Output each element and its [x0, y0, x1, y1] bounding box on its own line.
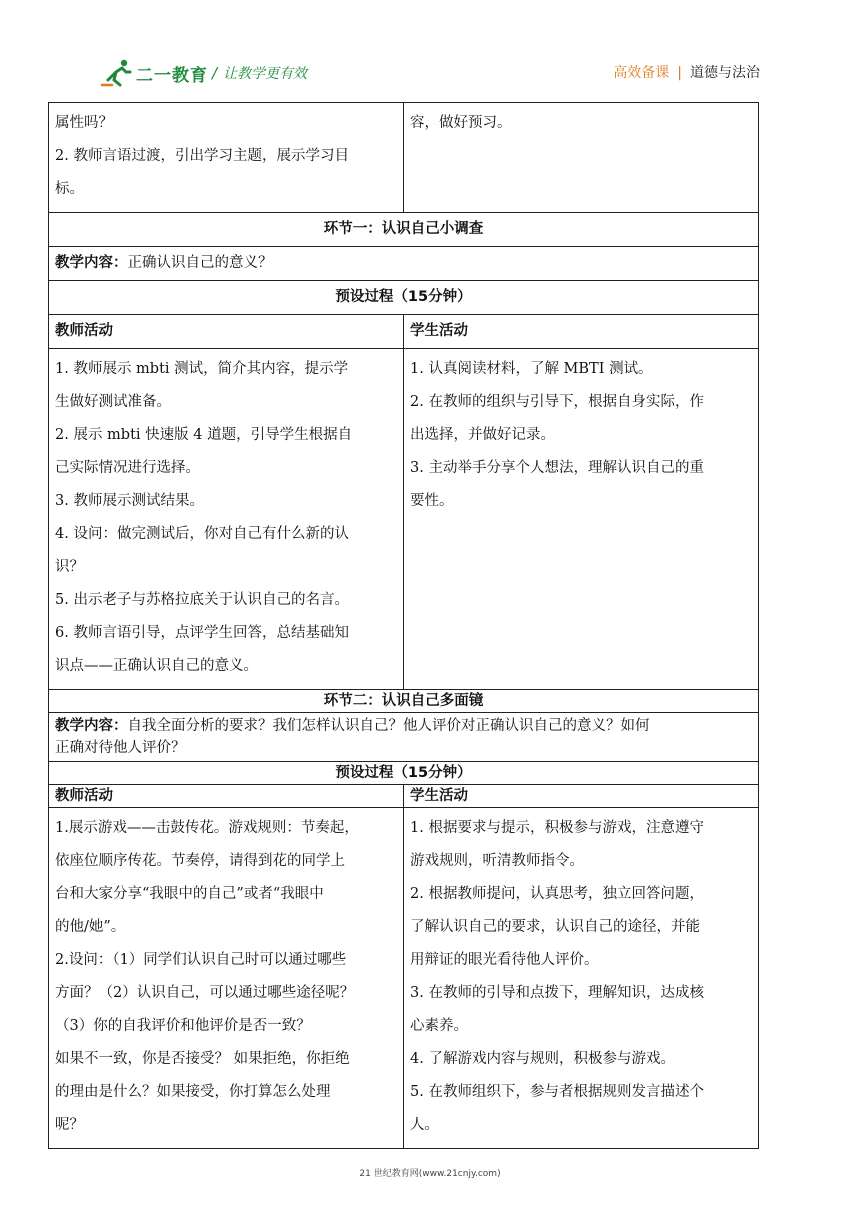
table-row — [49, 690, 759, 713]
section1-process: 预设过程（15分钟） — [49, 281, 759, 315]
section1-title: 环节一：认识自己小调查 — [49, 213, 759, 247]
section2-content — [49, 713, 759, 762]
text-line: 心素养。 — [410, 1018, 468, 1034]
text-line: 5. 在教师组织下，参与者根据规则发言描述个 — [410, 1084, 704, 1100]
text-line: 1.展示游戏——击鼓传花。游戏规则：节奏起， — [55, 820, 359, 836]
text-line: 5. 出示老子与苏格拉底关于认识自己的名言。 — [55, 592, 349, 608]
text-line: 1. 根据要求与提示，积极参与游戏，注意遵守 — [410, 820, 704, 836]
text-line: 1. 认真阅读材料，了解 MBTI 测试。 — [410, 361, 653, 377]
text-line: 识？ — [55, 559, 84, 575]
text-line: 容，做好预习。 — [410, 115, 512, 131]
student-activity-head: 学生活动 — [404, 785, 759, 808]
runner-logo-icon — [100, 58, 134, 88]
text-line: 生做好测试准备。 — [55, 394, 171, 410]
content-label: 教学内容： — [55, 718, 128, 734]
header-separator: | — [677, 65, 682, 81]
text-line: 游戏规则，听清教师指令。 — [410, 853, 584, 869]
logo-slash: / — [212, 64, 218, 82]
teacher-activity-head: 教师活动 — [49, 785, 404, 808]
section1-teacher-cell — [49, 349, 404, 690]
intro-teacher-cell — [49, 103, 404, 213]
content-text: 自我全面分析的要求？我们怎样认识自己？他人评价对正确认识自己的意义？如何 — [127, 718, 650, 734]
table-row — [49, 785, 759, 808]
section1-content — [49, 247, 759, 281]
text-line: 1. 教师展示 mbti 测试，简介其内容，提示学 — [55, 361, 349, 377]
section2-student-cell — [404, 808, 759, 1149]
teacher-activity-head: 教师活动 — [49, 315, 404, 349]
table-row — [49, 213, 759, 247]
table-row — [49, 103, 759, 213]
section2-title: 环节二：认识自己多面镜 — [49, 690, 759, 713]
header-subject — [613, 62, 760, 82]
content-text: 正确对待他人评价？ — [55, 740, 186, 756]
header-label: 高效备课 — [613, 65, 670, 81]
content-label: 教学内容： — [55, 255, 128, 271]
text-line: 属性吗？ — [55, 115, 113, 131]
logo-slogan: 让教学更有效 — [223, 66, 308, 82]
section1-student-cell — [404, 349, 759, 690]
text-line: 己实际情况进行选择。 — [55, 460, 200, 476]
table-row — [49, 808, 759, 1149]
text-line: 台和大家分享“我眼中的自己”或者“我眼中 — [55, 886, 324, 902]
text-line: 要性。 — [410, 493, 454, 509]
table-row — [49, 315, 759, 349]
lesson-plan-table — [48, 102, 759, 1149]
text-line: 出选择，并做好记录。 — [410, 427, 555, 443]
text-line: 了解认识自己的要求，认识自己的途径，并能 — [410, 919, 700, 935]
text-line: 4. 设问：做完测试后，你对自己有什么新的认 — [55, 526, 349, 542]
brand-logo[interactable] — [100, 58, 307, 88]
text-line: 2.设问：（1）同学们认识自己时可以通过哪些 — [55, 952, 347, 968]
text-line: 3. 在教师的引导和点拨下，理解知识，达成核 — [410, 985, 704, 1001]
table-row — [49, 247, 759, 281]
text-line: 2. 展示 mbti 快速版 4 道题，引导学生根据自 — [55, 427, 353, 443]
text-line: 方面？（2）认识自己，可以通过哪些途径呢？ — [55, 985, 355, 1001]
text-line: 4. 了解游戏内容与规则，积极参与游戏。 — [410, 1051, 675, 1067]
text-line: 依座位顺序传花。节奏停，请得到花的同学上 — [55, 853, 345, 869]
table-row — [49, 713, 759, 762]
text-line: 的他/她”。 — [55, 919, 126, 935]
section2-teacher-cell — [49, 808, 404, 1149]
text-line: 3. 教师展示测试结果。 — [55, 493, 204, 509]
intro-student-cell — [404, 103, 759, 213]
text-line: 2. 教师言语过渡，引出学习主题，展示学习目 — [55, 148, 349, 164]
page-header — [100, 56, 760, 92]
content-text: 正确认识自己的意义？ — [127, 255, 273, 271]
logo-name: 二一教育 — [136, 65, 208, 86]
text-line: 3. 主动举手分享个人想法，理解认识自己的重 — [410, 460, 704, 476]
text-line: 识点——正确认识自己的意义。 — [55, 658, 258, 674]
text-line: （3）你的自我评价和他评价是否一致？ — [55, 1018, 311, 1034]
header-subject-name: 道德与法治 — [690, 65, 760, 81]
text-line: 2. 根据教师提问，认真思考，独立回答问题， — [410, 886, 704, 902]
table-row — [49, 281, 759, 315]
student-activity-head: 学生活动 — [404, 315, 759, 349]
text-line: 用辩证的眼光看待他人评价。 — [410, 952, 599, 968]
text-line: 人。 — [410, 1117, 439, 1133]
text-line: 6. 教师言语引导，点评学生回答，总结基础知 — [55, 625, 349, 641]
text-line: 标。 — [55, 181, 84, 197]
text-line: 2. 在教师的组织与引导下，根据自身实际，作 — [410, 394, 704, 410]
text-line: 呢？ — [55, 1117, 84, 1133]
text-line: 的理由是什么？如果接受，你打算怎么处理 — [55, 1084, 331, 1100]
section2-process: 预设过程（15分钟） — [49, 762, 759, 785]
page-footer: 21 世纪教育网(www.21cnjy.com) — [359, 1169, 501, 1179]
table-row — [49, 349, 759, 690]
text-line: 如果不一致，你是否接受？ 如果拒绝，你拒绝 — [55, 1051, 350, 1067]
table-row — [49, 762, 759, 785]
